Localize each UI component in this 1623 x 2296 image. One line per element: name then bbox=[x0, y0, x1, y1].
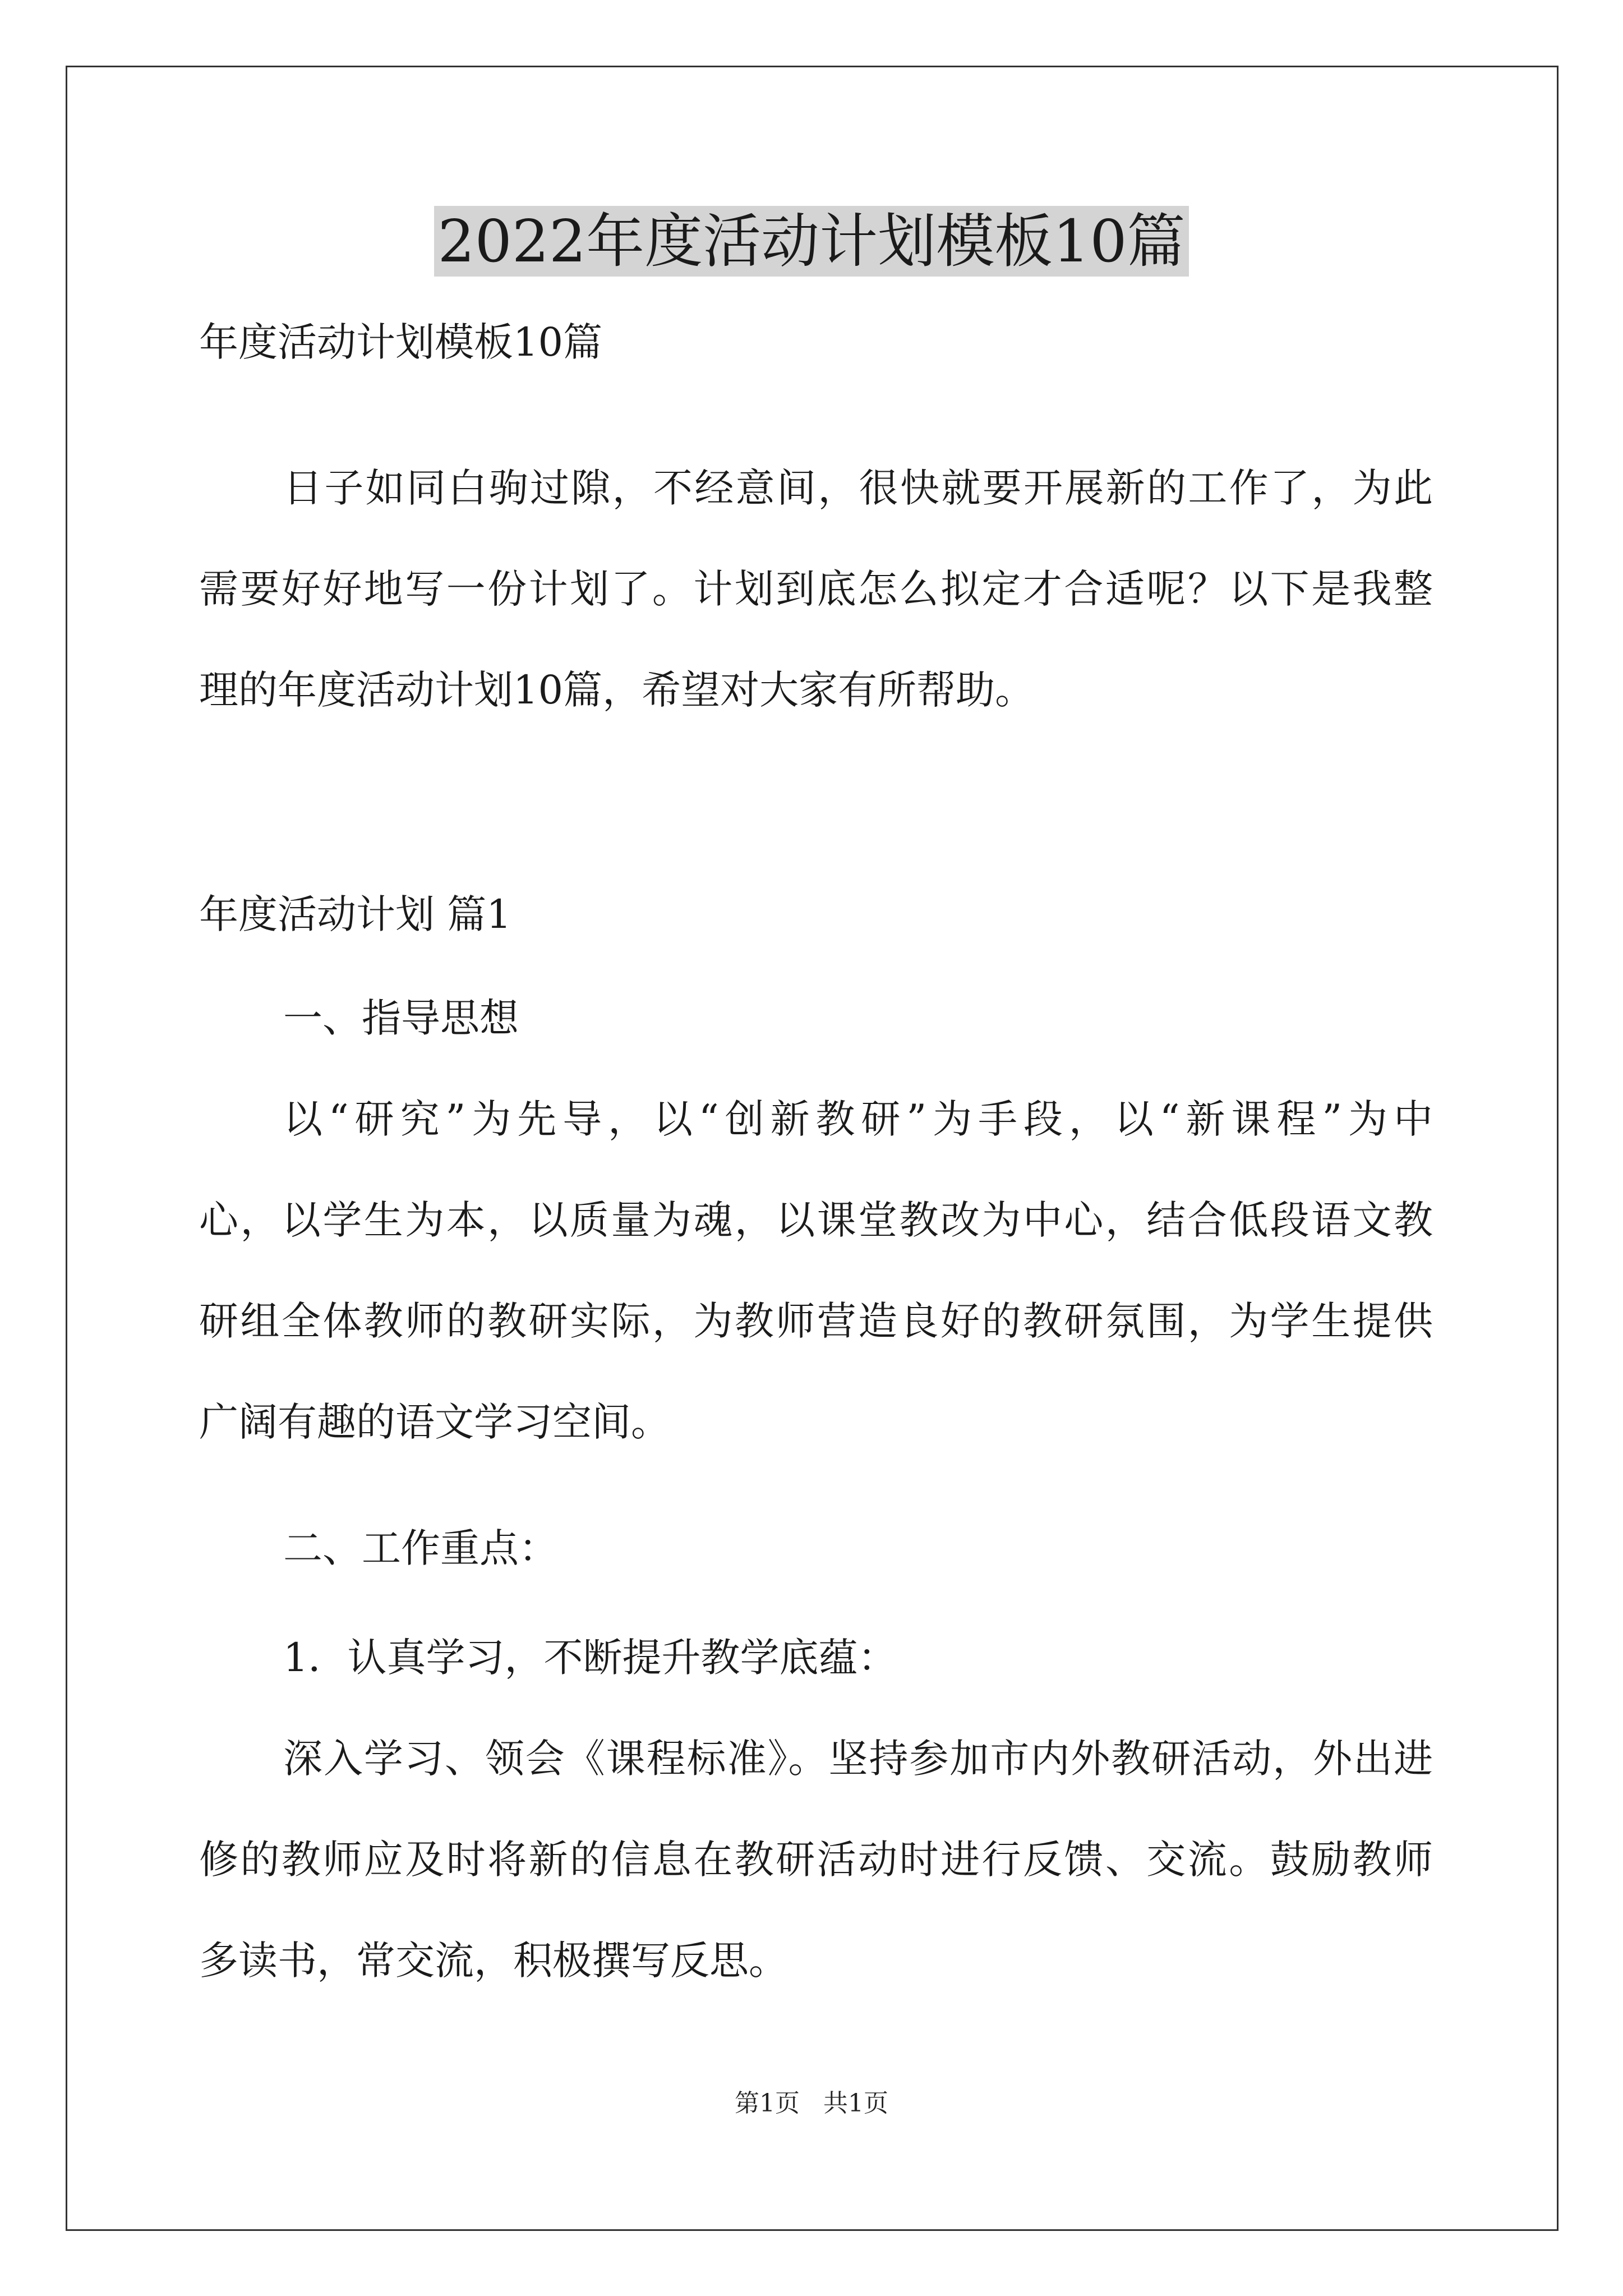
para-2-line-1: 深入学习、领会《课程标准》。坚持参加市内外教研活动，外出进 bbox=[283, 1736, 1433, 1782]
document-subtitle: 年度活动计划模板10篇 bbox=[199, 319, 603, 365]
intro-line-2: 需要好好地写一份计划了。计划到底怎么拟定才合适呢？以下是我整 bbox=[199, 566, 1433, 612]
heading-guiding-ideology: 一、指导思想 bbox=[283, 995, 519, 1041]
page-frame bbox=[66, 66, 1559, 2231]
document-title bbox=[0, 202, 1623, 280]
heading-work-focus: 二、工作重点： bbox=[283, 1525, 558, 1571]
item-1: 1．认真学习，不断提升教学底蕴： bbox=[283, 1635, 897, 1681]
para-1-line-2: 心，以学生为本，以质量为魂，以课堂教改为中心，结合低段语文教 bbox=[199, 1197, 1433, 1243]
para-1-line-1: 以“研究”为先导，以“创新教研”为手段，以“新课程”为中 bbox=[283, 1096, 1433, 1142]
para-2-line-2: 修的教师应及时将新的信息在教研活动时进行反馈、交流。鼓励教师 bbox=[199, 1837, 1433, 1883]
para-1-line-4: 广阔有趣的语文学习空间。 bbox=[199, 1399, 670, 1445]
intro-line-3: 理的年度活动计划10篇，希望对大家有所帮助。 bbox=[199, 667, 1035, 713]
para-2-line-3: 多读书，常交流，积极撰写反思。 bbox=[199, 1938, 788, 1984]
page-footer: 第1页 共1页 bbox=[735, 2089, 888, 2118]
intro-line-1: 日子如同白驹过隙，不经意间，很快就要开展新的工作了，为此 bbox=[283, 465, 1433, 511]
document-title-text: 2022年度活动计划模板10篇 bbox=[434, 206, 1188, 277]
section-heading: 年度活动计划 篇1 bbox=[199, 891, 511, 937]
para-1-line-3: 研组全体教师的教研实际，为教师营造良好的教研氛围，为学生提供 bbox=[199, 1298, 1433, 1344]
